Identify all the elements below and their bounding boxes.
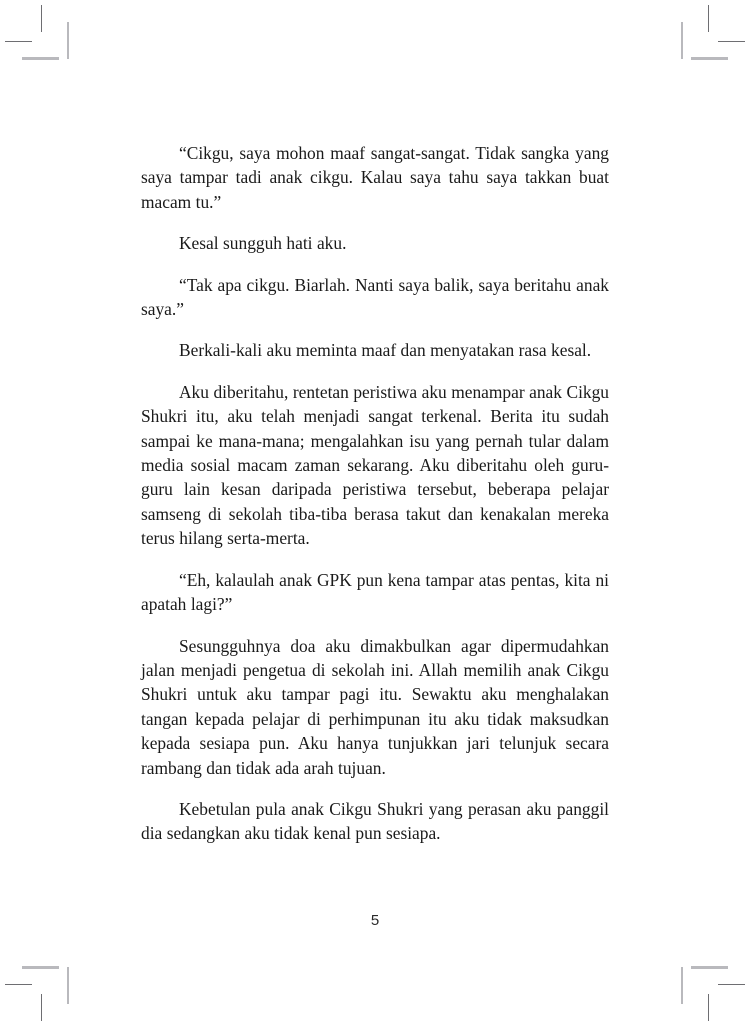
paragraph: “Tak apa cikgu. Biarlah. Nanti saya balik, saya beritahu anak saya.” [141, 274, 609, 320]
crop-mark-bottom-left-vertical [41, 994, 42, 1021]
bleed-mark-bottom-right-vertical [681, 967, 683, 1004]
paragraph: Berkali-kali aku meminta maaf dan menyatakan rasa kesal. [179, 340, 592, 361]
bleed-mark-bottom-right-horizontal [691, 966, 728, 969]
crop-mark-top-right-horizontal [718, 41, 745, 42]
crop-mark-bottom-left-horizontal [5, 984, 32, 985]
bleed-mark-top-left-horizontal [22, 57, 59, 60]
bleed-mark-top-left-vertical [67, 22, 69, 59]
crop-mark-bottom-right-vertical [708, 994, 709, 1021]
paragraph: Kebetulan pula anak Cikgu Shukri yang perasan aku panggil dia sedangkan aku tidak kenal pun sesiapa. [141, 798, 609, 844]
bleed-mark-bottom-left-vertical [67, 967, 69, 1004]
bleed-mark-bottom-left-horizontal [22, 966, 59, 969]
bleed-mark-top-right-vertical [681, 22, 683, 59]
crop-mark-top-right-vertical [708, 5, 709, 32]
paragraph: Aku diberitahu, rentetan peristiwa aku menampar anak Cikgu Shukri itu, aku telah menjadi sangat terkenal. Berita itu sudah sampai ke mana-mana; mengalahkan isu yang pernah tular dalam media sosial macam zaman sekarang. Aku diberitahu oleh guru-guru lain kesan daripada peristiwa tersebut, beberapa pelajar samseng di sekolah tiba-tiba berasa takut dan kenakalan mereka terus hilang serta-merta. [141, 381, 609, 549]
crop-mark-top-left-horizontal [5, 41, 32, 42]
paragraph: Kesal sungguh hati aku. [179, 233, 347, 254]
body-text-column [141, 141, 609, 846]
paragraph: “Cikgu, saya mohon maaf sangat-sangat. Tidak sangka yang saya tampar tadi anak cikgu. Kalau saya tahu saya takkan buat macam tu.” [141, 143, 609, 212]
bleed-mark-top-right-horizontal [691, 57, 728, 60]
crop-mark-bottom-right-horizontal [718, 984, 745, 985]
page-number: 5 [370, 912, 380, 929]
paragraph: “Eh, kalaulah anak GPK pun kena tampar atas pentas, kita ni apatah lagi?” [141, 569, 609, 615]
crop-mark-top-left-vertical [41, 5, 42, 32]
paragraph: Sesungguhnya doa aku dimakbulkan agar dipermudahkan jalan menjadi pengetua di sekolah ini. Allah memilih anak Cikgu Shukri untuk aku tampar pagi itu. Sewaktu aku menghalakan tangan kepada pelajar di perhimpunan itu aku tidak maksudkan kepada sesiapa pun. Aku hanya tunjukkan jari telunjuk secara rambang dan tidak ada arah tujuan. [141, 635, 609, 778]
